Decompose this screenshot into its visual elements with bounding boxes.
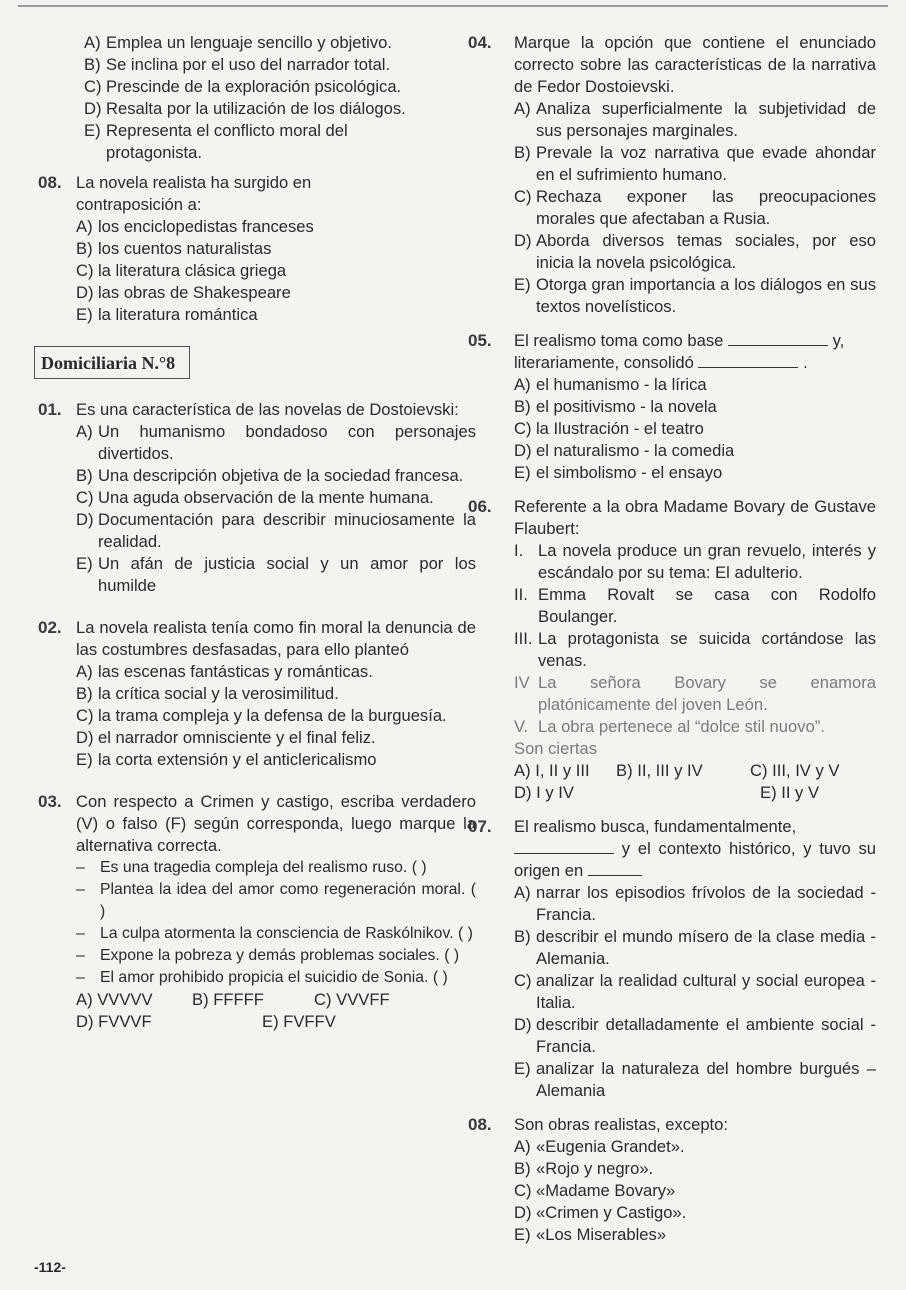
question-number: 08. <box>38 173 62 192</box>
option: C) Prescinde de la exploración psicológica. <box>84 77 402 96</box>
question-text: Referente a la obra Madame Bovary de Gustave Flaubert: <box>514 497 876 538</box>
option: D) Resalta por la utilización de los diálogos. <box>84 99 406 118</box>
option: E) II y V <box>760 783 820 802</box>
option: D) el narrador omnisciente y el final feliz. <box>76 728 376 747</box>
option: C) «Madame Bovary» <box>514 1181 676 1200</box>
statement: – La culpa atormenta la consciencia de Raskólnikov. ( ) <box>76 925 473 942</box>
option: E) la corta extensión y el anticlericalismo <box>76 750 377 769</box>
question-text: El realismo busca, fundamentalmente, y el contexto histórico, y tuvo su origen en <box>514 817 876 880</box>
question-number: 03. <box>38 792 62 811</box>
question-02 <box>38 617 476 771</box>
fill-blank-2[interactable] <box>588 861 642 876</box>
question-number: 04. <box>468 33 492 52</box>
statement: – El amor prohibido propicia el suicidio de Sonia. ( ) <box>76 969 448 986</box>
option: D) I y IV <box>514 783 574 802</box>
question-01 <box>38 399 476 597</box>
option: B) II, III y IV <box>616 761 703 780</box>
option: C) III, IV y V <box>750 761 840 780</box>
option: C) la Ilustración - el teatro <box>514 419 704 438</box>
option: D) Aborda diversos temas sociales, por eso inicia la novela psicológica. <box>514 231 876 272</box>
question-number: 05. <box>468 331 492 350</box>
previous-question-options <box>38 32 468 164</box>
question-text: Con respecto a Crimen y castigo, escriba verdadero (V) o falso (F) según corresponda, luego marque la alternativa correcta. <box>76 792 476 855</box>
option: E) analizar la naturaleza del hombre burgués – Alemania <box>514 1059 876 1100</box>
option: D) Documentación para describir minuciosamente la realidad. <box>76 510 476 551</box>
option: C) la trama compleja y la defensa de la burguesía. <box>76 706 447 725</box>
page-number: -112- <box>34 1259 66 1275</box>
option: B) Prevale la voz narrativa que evade ahondar en el sufrimiento humano. <box>514 143 876 184</box>
option: A) los enciclopedistas franceses <box>76 217 314 236</box>
option: A) Analiza superficialmente la subjetividad de sus personajes marginales. <box>514 99 876 140</box>
answer-blank[interactable]: ( ) <box>100 881 477 920</box>
question-text: La novela realista tenía como fin moral la denuncia de las costumbres desfasadas, para ello planteó <box>76 618 476 659</box>
option: A) las escenas fantásticas y románticas. <box>76 662 373 681</box>
answer-blank[interactable]: ( ) <box>432 969 448 986</box>
question-07 <box>468 816 888 1102</box>
fill-blank-2[interactable] <box>698 353 798 368</box>
answer-blank[interactable]: ( ) <box>411 859 427 876</box>
option: C) Una aguda observación de la mente humana. <box>76 488 434 507</box>
option: A) VVVVV <box>76 990 153 1009</box>
question-number: 07. <box>468 817 492 836</box>
option: A) «Eugenia Grandet». <box>514 1137 685 1156</box>
option: C) VVVFF <box>314 990 390 1009</box>
option: B) Se inclina por el uso del narrador total. <box>84 55 391 74</box>
option: B) «Rojo y negro». <box>514 1159 654 1178</box>
option: D) las obras de Shakespeare <box>76 283 291 302</box>
option: A) I, II y III <box>514 761 590 780</box>
answer-blank[interactable]: ( ) <box>444 947 460 964</box>
question-number: 01. <box>38 400 62 419</box>
statement: – Es una tragedia compleja del realismo ruso. ( ) <box>76 859 427 876</box>
option: E) FVFFV <box>262 1012 336 1031</box>
statement: – Expone la pobreza y demás problemas sociales. ( ) <box>76 947 460 964</box>
top-rule <box>18 5 888 7</box>
question-text: El realismo toma como base y, literariamente, consolidó . <box>514 331 845 372</box>
fill-blank-1[interactable] <box>728 331 828 346</box>
option: A) narrar los episodios frívolos de la sociedad - Francia. <box>514 883 876 924</box>
option: D) FVVVF <box>76 1012 152 1031</box>
option: D) el naturalismo - la comedia <box>514 441 735 460</box>
statement: II. Emma Rovalt se casa con Rodolfo Boulanger. <box>514 585 876 626</box>
option: D) «Crimen y Castigo». <box>514 1203 687 1222</box>
option: B) los cuentos naturalistas <box>76 239 272 258</box>
option: E) Representa el conflicto moral del protagonista. <box>84 121 348 162</box>
statement: IV La señora Bovary se enamora platónicamente del joven León. <box>514 673 876 714</box>
question-03 <box>38 791 477 1033</box>
option: E) Un afán de justicia social y un amor por los humilde <box>76 554 476 595</box>
option: C) la literatura clásica griega <box>76 261 287 280</box>
option: B) Una descripción objetiva de la sociedad francesa. <box>76 466 464 485</box>
statement-lead: Son ciertas <box>514 739 598 758</box>
statement: III. La protagonista se suicida cortándose las venas. <box>514 629 876 670</box>
question-number: 02. <box>38 618 62 637</box>
option: E) el simbolismo - el ensayo <box>514 463 723 482</box>
section-title: Domiciliaria N.°8 <box>34 346 190 379</box>
option: B) el positivismo - la novela <box>514 397 717 416</box>
statement: – Plantea la idea del amor como regeneración moral. ( ) <box>76 881 477 920</box>
option: A) Emplea un lenguaje sencillo y objetivo. <box>84 33 392 52</box>
option: E) «Los Miserables» <box>514 1225 667 1244</box>
question-text: La novela realista ha surgido en contraposición a: <box>76 173 312 214</box>
option: E) Otorga gran importancia a los diálogos en sus textos novelísticos. <box>514 275 876 316</box>
statement: I. La novela produce un gran revuelo, interés y escándalo por su tema: El adulterio. <box>514 541 876 582</box>
question-04 <box>468 32 888 318</box>
question-text: Marque la opción que contiene el enunciado correcto sobre las características de la narrativa de Fedor Dostoievski. <box>514 33 876 96</box>
option: B) describir el mundo mísero de la clase media - Alemania. <box>514 927 876 968</box>
question-06 <box>468 496 888 804</box>
option: E) la literatura romántica <box>76 305 258 324</box>
question-number: 08. <box>468 1115 492 1134</box>
question-text: Es una característica de las novelas de Dostoievski: <box>76 400 459 419</box>
question-08-right <box>468 1114 888 1246</box>
question-number: 06. <box>468 497 492 516</box>
answer-blank[interactable]: ( ) <box>457 925 473 942</box>
question-text: Son obras realistas, excepto: <box>514 1115 728 1134</box>
option: A) Un humanismo bondadoso con personajes divertidos. <box>76 422 476 463</box>
question-05 <box>468 330 888 484</box>
right-column <box>468 32 888 1246</box>
statement: V. La obra pertenece al “dolce stil nuovo”. <box>514 717 825 736</box>
option: C) analizar la realidad cultural y social europea - Italia. <box>514 971 876 1012</box>
question-08-left <box>38 172 468 326</box>
option: B) la crítica social y la verosimilitud. <box>76 684 339 703</box>
section-box <box>38 346 468 379</box>
option: A) el humanismo - la lírica <box>514 375 707 394</box>
option: B) FFFFF <box>192 990 264 1009</box>
left-column <box>38 32 477 1033</box>
fill-blank-1[interactable] <box>514 839 614 854</box>
option: D) describir detalladamente el ambiente social - Francia. <box>514 1015 876 1056</box>
option: C) Rechaza exponer las preocupaciones morales que afectaban a Rusia. <box>514 187 876 228</box>
